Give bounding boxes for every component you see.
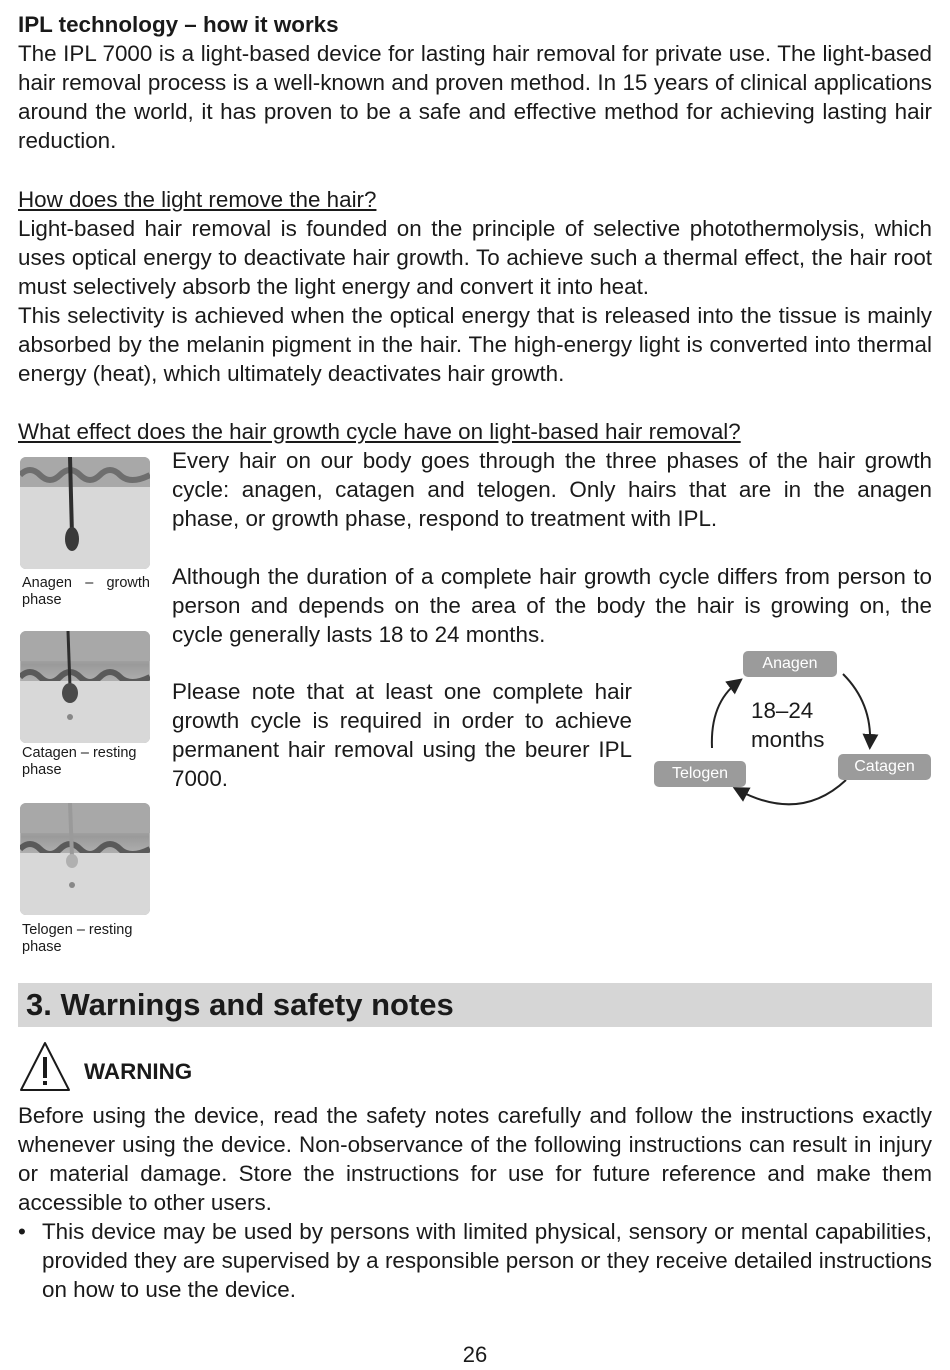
- warnings-title: 3. Warnings and safety notes: [26, 987, 454, 1022]
- telogen-phase-label: Telogen: [654, 761, 746, 787]
- catagen-phase-label: Catagen: [838, 754, 931, 780]
- catagen-illustration: [20, 631, 150, 743]
- bullet-dot-icon: •: [18, 1219, 26, 1244]
- cycle-section-heading: What effect does the hair growth cycle have on light-based hair removal?: [18, 419, 741, 444]
- anagen-caption: Anagen – growth phase: [22, 575, 150, 608]
- cycle-paragraph-2: Although the duration of a complete hair growth cycle differs from person to person and depends on the area of the body the hair is growing on, the cycle generally lasts 18 to 24 months.: [172, 564, 932, 647]
- cycle-duration-unit: months: [751, 727, 825, 752]
- catagen-caption: Catagen – resting phase: [22, 745, 137, 778]
- warning-triangle-icon: [18, 1040, 72, 1094]
- anagen-illustration: [20, 457, 150, 569]
- bullet-text: This device may be used by persons with limited physical, sensory or mental capabilities, provided they are supervised by a responsible person or they receive detailed instructions on how to use the device.: [42, 1219, 932, 1302]
- light-section-heading: How does the light remove the hair?: [18, 187, 377, 212]
- cycle-paragraph-1: Every hair on our body goes through the three phases of the hair growth cycle: anagen, catagen and telogen. Only hairs that are in the anagen phase, or growth phase, respond to treatment with IPL.: [172, 448, 932, 531]
- telogen-caption: Telogen – resting phase: [22, 922, 133, 955]
- page-number: 26: [462, 1342, 488, 1367]
- light-paragraph-2: This selectivity is achieved when the optical energy that is released into the tissue is mainly absorbed by the melanin pigment in the hair. The high-energy light is converted into thermal energy (heat), which ultimately deactivates hair growth.: [18, 303, 932, 386]
- anagen-phase-label: Anagen: [743, 651, 837, 677]
- cycle-paragraph-3: Please note that at least one complete hair growth cycle is required in order to achieve permanent hair removal using the beurer IPL 7000.: [172, 679, 632, 791]
- intro-paragraph: The IPL 7000 is a light-based device for lasting hair removal for private use. The light-based hair removal process is a well-known and proven method. In 15 years of clinical applications around the world, it has proven to be a safe and effective method for achieving lasting hair reduction.: [18, 41, 932, 153]
- warnings-paragraph: Before using the device, read the safety notes carefully and follow the instructions exactly whenever using the device. Non-observance of the following instructions can result in injury or material damage. Store the instructions for use for future reference and make them accessible to other users.: [18, 1103, 932, 1215]
- telogen-illustration: [20, 803, 150, 915]
- section-title: IPL technology – how it works: [18, 12, 339, 37]
- warning-label: WARNING: [84, 1059, 193, 1084]
- cycle-duration-value: 18–24: [751, 698, 814, 723]
- light-paragraph-1: Light-based hair removal is founded on the principle of selective photothermolysis, which uses optical energy to deactivate hair growth. To achieve such a thermal effect, the hair root must selectively absorb the light energy and convert it into heat.: [18, 216, 932, 299]
- warnings-banner: [18, 983, 932, 1027]
- hair-cycle-diagram: [650, 648, 935, 820]
